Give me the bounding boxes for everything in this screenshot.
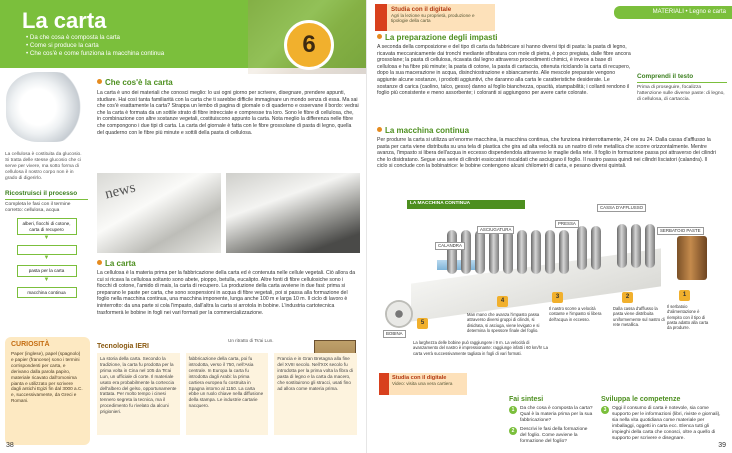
curiosity-text: Paper (inglese), papel (spagnolo) e papier (francese) sono i termini corrispondenti per carta, e derivano dalla parola papiro, materiale ricavato dall'omonima pianta e utilizzato per scrivere dagli antichi Egizi fin dal 3000 a.C. e, successivamente, da Greci e Romani. [11,351,83,404]
portrait-caption: Un ritratto di Ts'ai Lun. [228,338,274,343]
digital-subtitle: Agri la lezione su proprietà, produzione e tipologie della carta [391,13,475,24]
cotton-caption: La cellulosa è costituita da glucosio. Si tratta delle stesse glucosio che ci serve per vivere, ma sotto forma di cellulosa il nostro corpo non è in grado di digerirlo. [5,152,82,181]
diagram-note: Il nastro scorre a velocità costante e l'impasto si libera dell'acqua in eccesso. [549,306,602,322]
chapter-number-badge: 6 [284,20,334,70]
chapter-header [0,0,366,68]
cylinder [447,230,457,274]
step-number: 4 [497,296,508,307]
exercise-title: Ricostruisci il processo [5,190,88,200]
flow-step: alberi, fiocchi di cotone, carta di recupero [17,218,77,235]
technology-column: Francia e in Gran Bretagna alla fine del XVIII secolo. Nell'XIX secolo fu introdotta per la prima volta la fibra di pasta di legno e la carta da macero, che sostituirono gli stracci, usati fino ad allora come materia prima. [274,353,357,435]
exercise-instruction: Completa le fasi con il termine corretto: cellulosa, acqua [5,202,71,213]
question-item [509,406,593,424]
flow-step-blank[interactable] [17,245,77,255]
flow-step: pasta per la carta [17,265,77,277]
pulp-tank [677,236,707,280]
exercise-box [5,190,88,308]
part-label: PRESSA [555,220,579,228]
cylinder [545,230,555,274]
diagram-label: LA MACCHINA CONTINUA [407,200,525,209]
cylinder [577,226,587,270]
wire-tray [437,260,477,270]
digital-box[interactable] [375,4,495,31]
cylinder [517,230,527,274]
question-text: Descrivi le fasi della formazione del foglio. Come avviene la formazione del foglio? [520,427,588,444]
breadcrumb: MATERIALI • Legno e carta [614,6,732,19]
arrow-down-icon: ▼ [43,255,50,261]
right-page [366,0,732,453]
cylinder [461,230,471,274]
paper-machine-diagram [377,200,712,370]
part-label: BOBINA [383,330,406,338]
cotton-photo [6,72,86,142]
objective-item: • Come si produce la carta [26,42,164,50]
question-number: 3 [601,406,609,414]
cylinder [631,224,641,268]
section-body: A seconda della composizione e del tipo di carta da fabbricare si hanno diversi tipi di pasta: la pasta di legno, ricavata meccanicamente dai tronchi mediante sfibratura con mole di pietra, è poco pregiata, dalle fibre ancora grossolane; la pasta di cellulosa, ricavata dal legno attraverso procedimenti chimici, è invece a base di cellulosa e ha fibre più minute; la pasta di cotone, la pasta di cartaccia, ottenuta riciclando la carta di recupero, dopo la sua macerazione in acqua, disinchiostrazione e sbiancamento. Alle mescole preparate vengono aggiunte alcune sostanze, i prodotti aggiuntivi, che daranno alla carta le caratteristiche desiderate. Le sostanze di carica (caolino, talco, gesso) danno al foglio bianchezza, opacità, stampabilità; i collanti rendono il foglio più consistente e meno assorbente; i coloranti si aggiungono per avere carte colorate. [377,44,631,97]
page-title: La carta [22,8,107,33]
synthesis-title: Fai sintesi [509,396,544,403]
digital-video-box[interactable] [379,373,467,395]
part-label: CALANDRA [435,242,465,250]
section-body: Per produrre la carta si utilizza un'enorme macchina, la macchina continua, che funziona ininterrottamente, 24 ore su 24. Dalla cassa d'afflusso la pasta per carta viene distribuita su una tela di plastica che gira ad alta velocità su un nastro di rete metallica che scorre orizzontalmente. Mentre avanza, l'impasto si libera dell'acqua in eccesso dispendendola attraverso le maglie della rete. Il foglio in formazione passa poi attraverso dei cilindri che lo disidratano. Segue una serie di cilindri essiccatori riscaldati che asciugano il foglio. Il nastro passa quindi nei cilindri lisciatori (calandra). Il ciclo si conclude con la bobinatrice: le bobine contengono alcuni chilometri di carta, e pesano diversi quintali. [377,137,717,170]
step-number: 3 [552,292,563,303]
comprehension-box [637,73,727,103]
paper-fibers-photo [226,173,360,253]
arrow-down-icon: ▼ [43,276,50,283]
cylinder [591,226,601,270]
question-text: Oggi il consumo di carta è notevole, sia come supporto per le informazioni (libri, riviste e giornali), sia nella vita quotidiana come materiale per imballaggi, oggetti in carta ecc. Elenca tutti gli impieghi della carta che conosci, oltre a quello di supporto per scrivere e disegnare. [612,406,721,441]
step-number: 1 [679,290,690,301]
objective-item: • Da che cosa è composta la carta [26,34,164,42]
objective-item: • Che cos'è e come funziona la macchina continua [26,50,164,58]
section-body: La carta è uno dei materiali che conosci meglio: lo usi ogni giorno per scrivere, disegnare, prendere appunti, studiare. Hai così tanta familiarità con la carta che ti sarebbe difficile immaginare un mondo senza di essa. Ma sai che cos'è esattamente la carta? Strappa un lembo di pagina di giornale o di quaderno e osservane il bordo: vedrai che la carta è formata da un sottile strato di fibre intrecciate e compresse tra loro. Sono le fibre di cellulosa, che, in combinazione con altre sostanze vegetali, costituiscono appunto la carta. Nota meglio la differenza nelle fibre che compongono i due tipi di carta. La carta del giornale è fatta con le fibre grossolane di pasta di legno, quella del quaderno con le fibre più minute e sottili della pasta di cellulosa. [97,90,359,136]
part-label: ASCIUGATURA [477,226,514,234]
diagram-note: La larghezza delle bobine può raggiungere i 9 m. La velocità di avanzamento del nastro è impressionante: raggiunge infatti i 60 km/h! La carta verrà successivamente tagliata in fogli di vari formati. [413,340,549,356]
question-number: 1 [509,406,517,414]
section-heading: La preparazione degli impasti [377,33,497,42]
question-item [601,406,721,442]
digital-title: Studia con il digitale [392,375,447,381]
diagram-note: Man mano che avanza l'impasto passa attraverso diversi gruppi di cilindri, si disidrata, si asciuga, viene levigato e si determina lo spessore finale del foglio. [467,312,540,333]
diagram-note: Il serbatoio d'alimentazione è riempito con il tipo di pasta adatto alla carta da produrre. [667,304,709,331]
objectives-list [26,34,164,59]
curiosity-box [5,337,90,445]
cylinder [489,230,499,274]
newspaper-torn-photo: news [97,173,221,253]
page-number: 39 [718,442,726,449]
technology-column: La storia della carta. Secondo la tradizione, la carta fu prodotta per la prima volta in Cina nel 105 da Ts'ai Lun, un ufficiale di corte. Il materiale usato era probabilmente la corteccia dell'albero del gelso, opportunamente trattata. Per molto tempo i cinesi tennero segreta la tecnica, ma il procedimento fu rivelato da alcuni prigionieri. [97,353,180,435]
arrow-down-icon: ▼ [43,235,50,241]
paper-reel [385,300,413,328]
curiosity-title: CURIOSITÀ [11,341,50,348]
section-heading: La macchina continua [377,126,469,135]
question-item [509,427,593,445]
diagram-note: Dalla cassa d'afflusso la pasta viene distribuita uniformemente sul nastro di rete metallica. [613,306,665,327]
cylinder [645,224,655,268]
cylinder [475,230,485,274]
competences-title: Sviluppa le competenze [601,396,681,403]
cylinder [617,224,627,268]
synthesis-box [509,396,593,445]
technology-heading: Tecnologia IERI [97,343,149,350]
question-number: 2 [509,427,517,435]
part-label: CASSA D'AFFLUSSO [597,204,646,212]
part-label: SERBATOIO PASTE [657,227,704,235]
cylinder [531,230,541,274]
comprehension-text: Prima di proseguire, focalizza l'attenzione sulle diverse paste: di legno, di cellulosa, di cartaccia. [637,85,725,102]
digital-subtitle: Video: visita una vera cartiera [392,381,453,386]
cylinder [503,230,513,274]
step-number: 5 [417,318,428,329]
page-number: 38 [6,442,14,449]
cylinder [559,230,569,274]
section-heading: La carta [97,259,136,268]
section-heading: Che cos'è la carta [97,78,173,87]
question-text: Da che cosa è composta la carta? Qual è la materia prima per la sua fabbricazione? [520,406,593,423]
comprehension-title: Comprendi il testo [637,73,727,83]
flow-step: macchina continua [17,287,77,299]
technology-columns [97,353,357,435]
step-number: 2 [622,292,633,303]
digital-title: Studia con il digitale [391,6,452,13]
section-body: La cellulosa è la materia prima per la fabbricazione della carta ed è contenuta nelle cellule vegetali. Ciò allora da cui si ricava la cellulosa soltanto sono abete, pioppo, betulla, eucalipto. Altre fonti di fibre cellulosiche sono i fiocchi di cotone, l'amido di mais, la carta di recupero. La produzione della carta avviene in due fasi: prima si preparano le paste per carta, che sono sospensioni in acqua di fibre vegetali, poi si passa alla formazione del foglio nella macchina continua, una macchina imponente, lunga anche 100 m e larga 10 m. Il ciclo di lavoro è ininterrotto: da una parte si cola l'impasto, dall'altra la carta si arrotola in bobine. L'industria cartotecnica trasformerà le bobine in fogli nei vari formati per la commercializzazione. [97,270,356,316]
technology-column: fabbricazione della carta, poi fu introdotta, verso il 750, nell'Asia centrale. In Europa la carta fu introdotta dagli Arabi: la prima cartiera europea fu costruita in Spagna intorno al 1150. La carta ebbe un ruolo chiave nella diffusione della stampa. Le industrie cartarie nacquero. [186,353,269,435]
competences-box [601,396,721,442]
